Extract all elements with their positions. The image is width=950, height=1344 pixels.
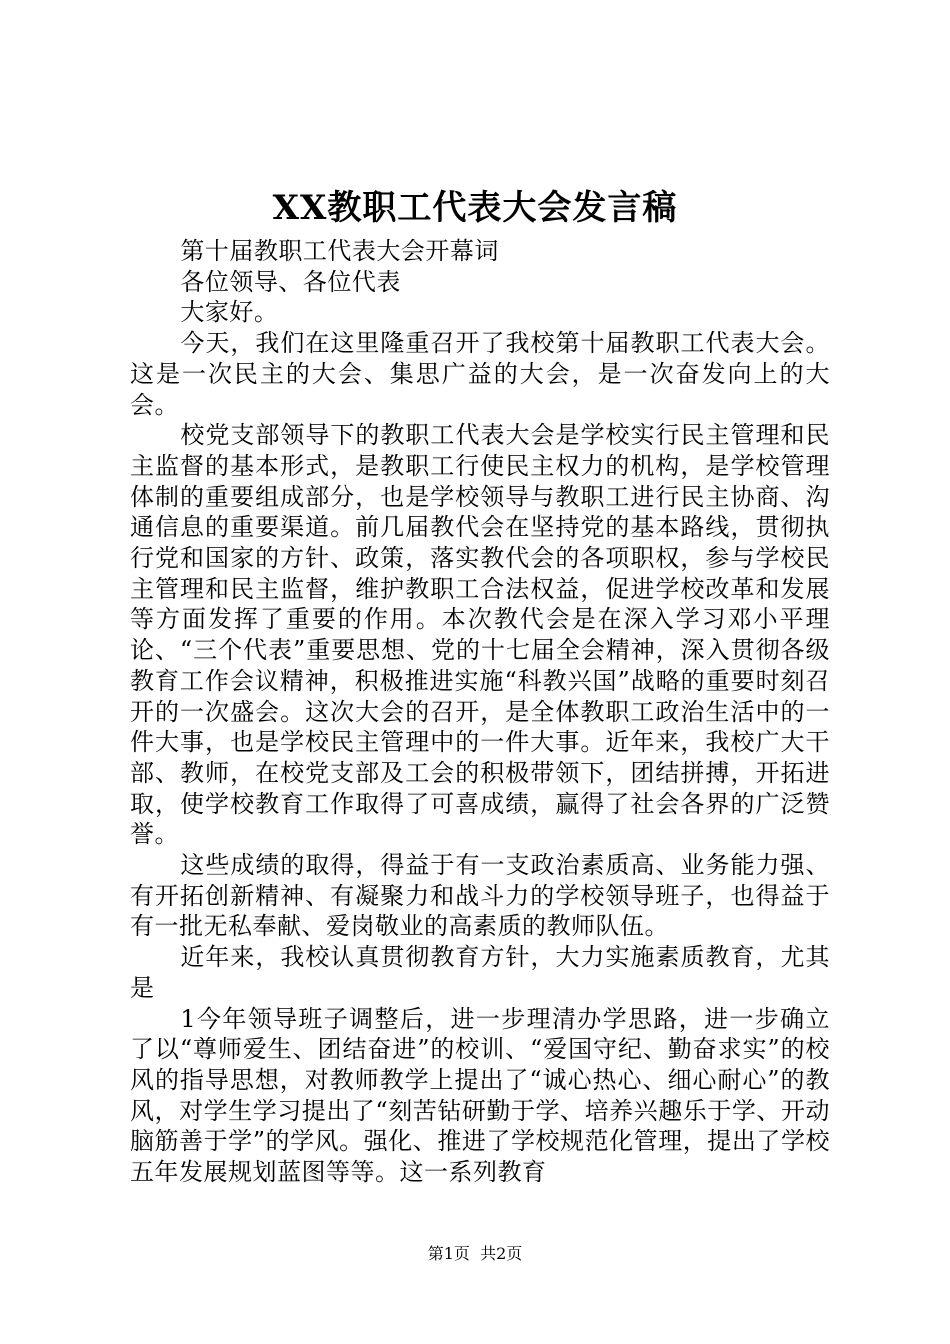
paragraph-greeting: 大家好。 [180,298,279,327]
page-total: 共2页 [480,1244,523,1263]
document-title: XX教职工代表大会发言稿 [272,188,678,228]
paragraph-subtitle: 第十届教职工代表大会开幕词 [180,237,499,265]
document-body [130,236,830,1188]
paragraph-salutation: 各位领导、各位代表 [180,267,401,296]
paragraph: 这些成绩的取得，得益于有一支政治素质高、业务能力强、有开拓创新精神、有凝聚力和战斗力的学校领导班子，也得益于有一批无私奉献、爱岗敬业的高素质的教师队伍。 [130,851,830,941]
paragraph: 今天，我们在这里隆重召开了我校第十届教职工代表大会。这是一次民主的大会、集思广益的大会，是一次奋发向上的大会。 [130,329,830,419]
paragraph: 1今年领导班子调整后，进一步理清办学思路，进一步确立了以“尊师爱生、团结奋进”的校训、“爱国守纪、勤奋求实”的校风的指导思想，对教师教学上提出了“诚心热心、细心耐心”的教风，对学生学习提出了“刻苦钻研勤于学、培养兴趣乐于学、开动脑筋善于学”的学风。强化、推进了学校规范化管理，提出了学校五年发展规划蓝图等等。这一系列教育 [130,1004,830,1187]
paragraph: 近年来，我校认真贯彻教育方针，大力实施素质教育，尤其是 [130,943,830,1002]
paragraph: 校党支部领导下的教职工代表大会是学校实行民主管理和民主监督的基本形式，是教职工行使民主权力的机构，是学校管理体制的重要组成部分，也是学校领导与教职工进行民主协商、沟通信息的重要渠道。前几届教代会在坚持党的基本路线，贯彻执行党和国家的方针、政策，落实教代会的各项职权，参与学校民主管理和民主监督，维护教职工合法权益，促进学校改革和发展等方面发挥了重要的作用。本次教代会是在深入学习邓小平理论、“三个代表”重要思想、党的十七届全会精神，深入贯彻各级教育工作会议精神，积极推进实施“科教兴国”战略的重要时刻召开的一次盛会。这次大会的召开，是全体教职工政治生活中的一件大事，也是学校民主管理中的一件大事。近年来，我校广大干部、教师，在校党支部及工会的积极带领下，团结拼搏，开拓进取，使学校教育工作取得了可喜成绩，赢得了社会各界的广泛赞誉。 [130,421,830,849]
page-number: 第1页 [427,1244,470,1263]
page-footer [0,1243,950,1265]
